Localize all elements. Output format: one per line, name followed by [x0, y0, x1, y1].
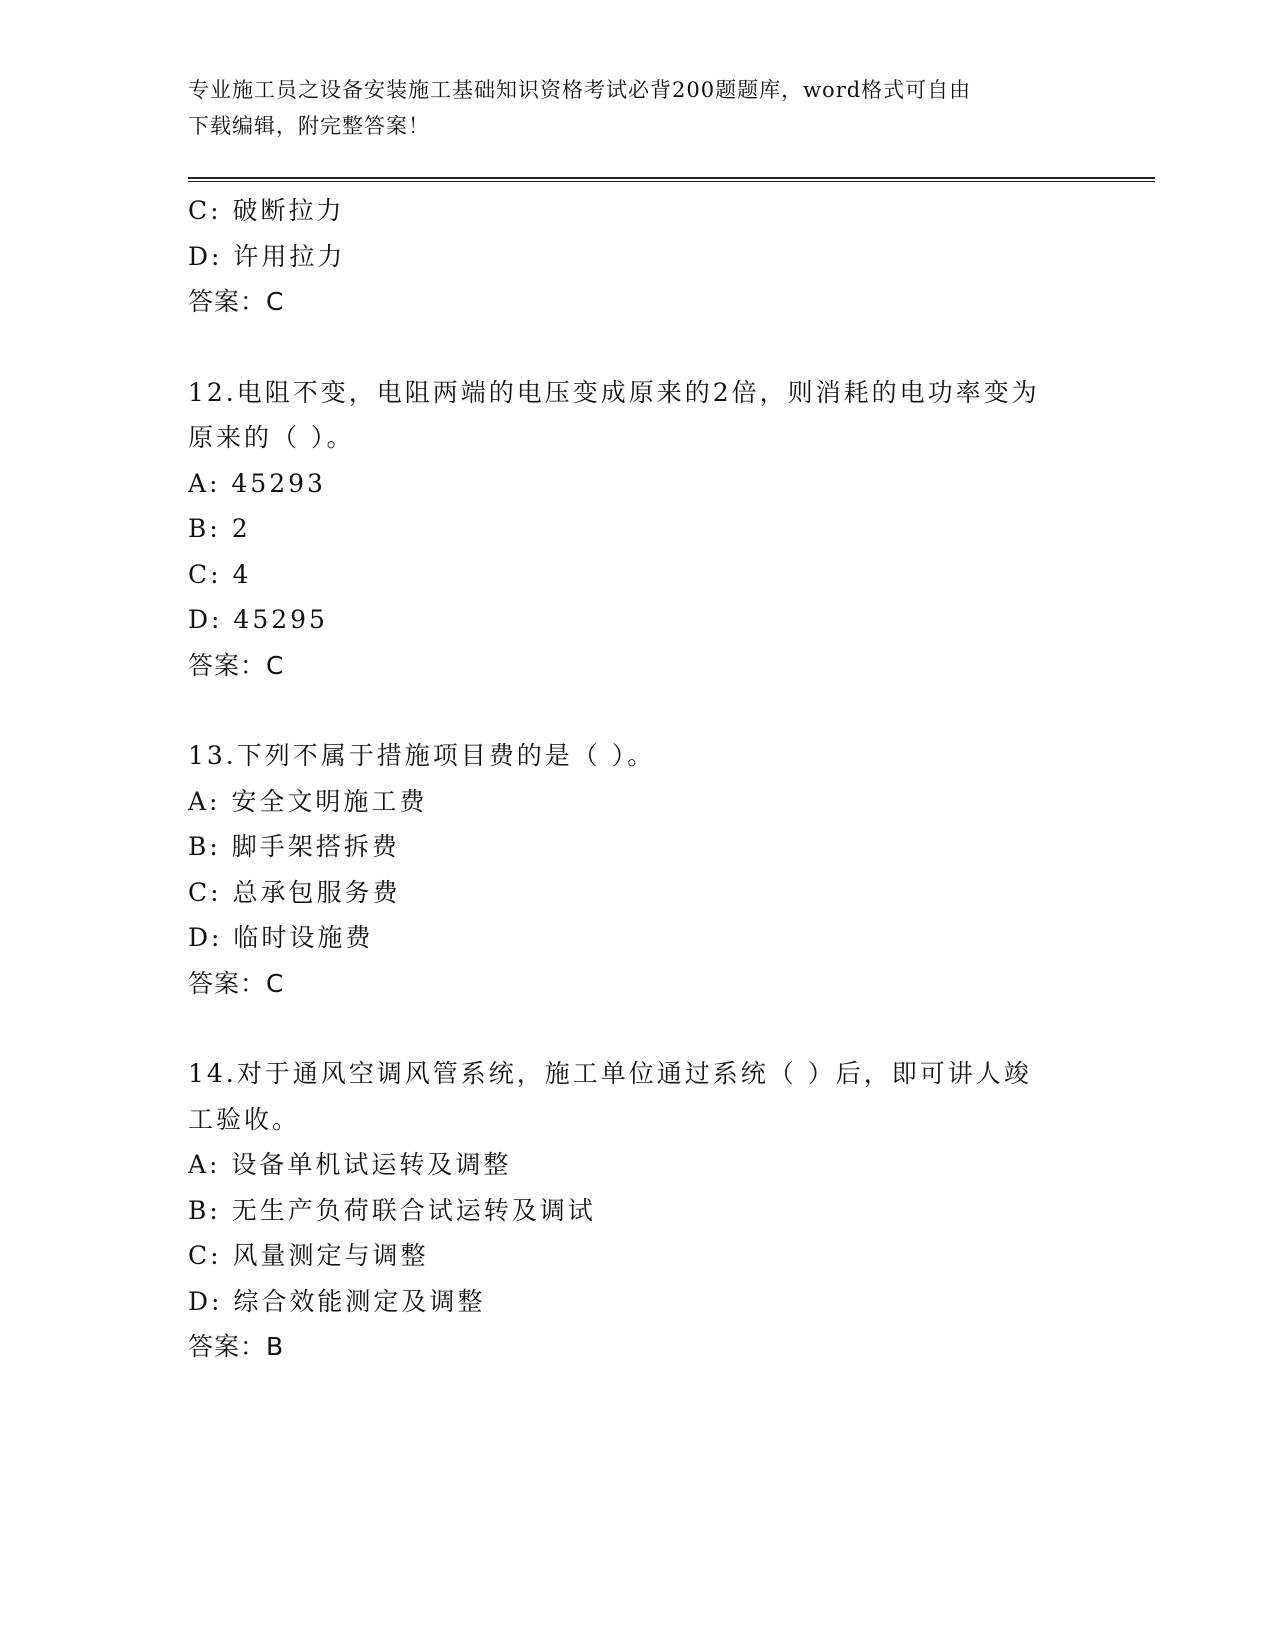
option-d: D: 45295 [188, 605, 328, 634]
question-text-line-2: 原来的（ ）。 [188, 423, 355, 452]
answer: 答案：C [188, 650, 285, 680]
question-text-line-1: 13.下列不属于措施项目费的是（ ）。 [188, 741, 656, 770]
spacer [188, 688, 1088, 733]
option-c: C: 4 [188, 559, 252, 589]
answer: 答案：C [188, 968, 285, 998]
option-a: A: 45293 [188, 468, 326, 498]
question-block-11-partial [188, 188, 1088, 325]
answer: 答案：C [188, 287, 285, 316]
header-divider [188, 177, 1155, 182]
option-c: C: 风量测定与调整 [188, 1241, 429, 1270]
question-block-13 [188, 733, 1088, 1006]
question-text-line-2: 工验收。 [188, 1104, 301, 1134]
option-c: C: 破断拉力 [188, 196, 345, 225]
spacer [188, 1006, 1088, 1051]
header-line-2: 下载编辑，附完整答案！ [188, 114, 430, 138]
option-d: D: 临时设施费 [188, 923, 374, 952]
option-b: B: 无生产负荷联合试运转及调试 [188, 1195, 596, 1225]
document-header [188, 72, 1088, 144]
header-line-1: 专业施工员之设备安装施工基础知识资格考试必背200题题库，word格式可自由 [188, 78, 972, 102]
question-list [188, 188, 1088, 1370]
question-text-line-1: 12.电阻不变，电阻两端的电压变成原来的2倍，则消耗的电功率变为 [188, 377, 1040, 407]
question-block-14 [188, 1051, 1088, 1370]
answer: 答案：B [188, 1332, 285, 1361]
option-a: A: 设备单机试运转及调整 [188, 1150, 512, 1179]
option-d: D: 许用拉力 [188, 241, 346, 271]
option-b: B: 脚手架搭拆费 [188, 832, 400, 861]
option-d: D: 综合效能测定及调整 [188, 1286, 486, 1316]
question-text-line-1: 14.对于通风空调风管系统，施工单位通过系统（ ）后，即可讲人竣 [188, 1059, 1032, 1088]
question-block-12 [188, 370, 1088, 689]
option-a: A: 安全文明施工费 [188, 786, 428, 816]
spacer [188, 325, 1088, 370]
option-c: C: 总承包服务费 [188, 877, 401, 907]
option-b: B: 2 [188, 514, 251, 543]
